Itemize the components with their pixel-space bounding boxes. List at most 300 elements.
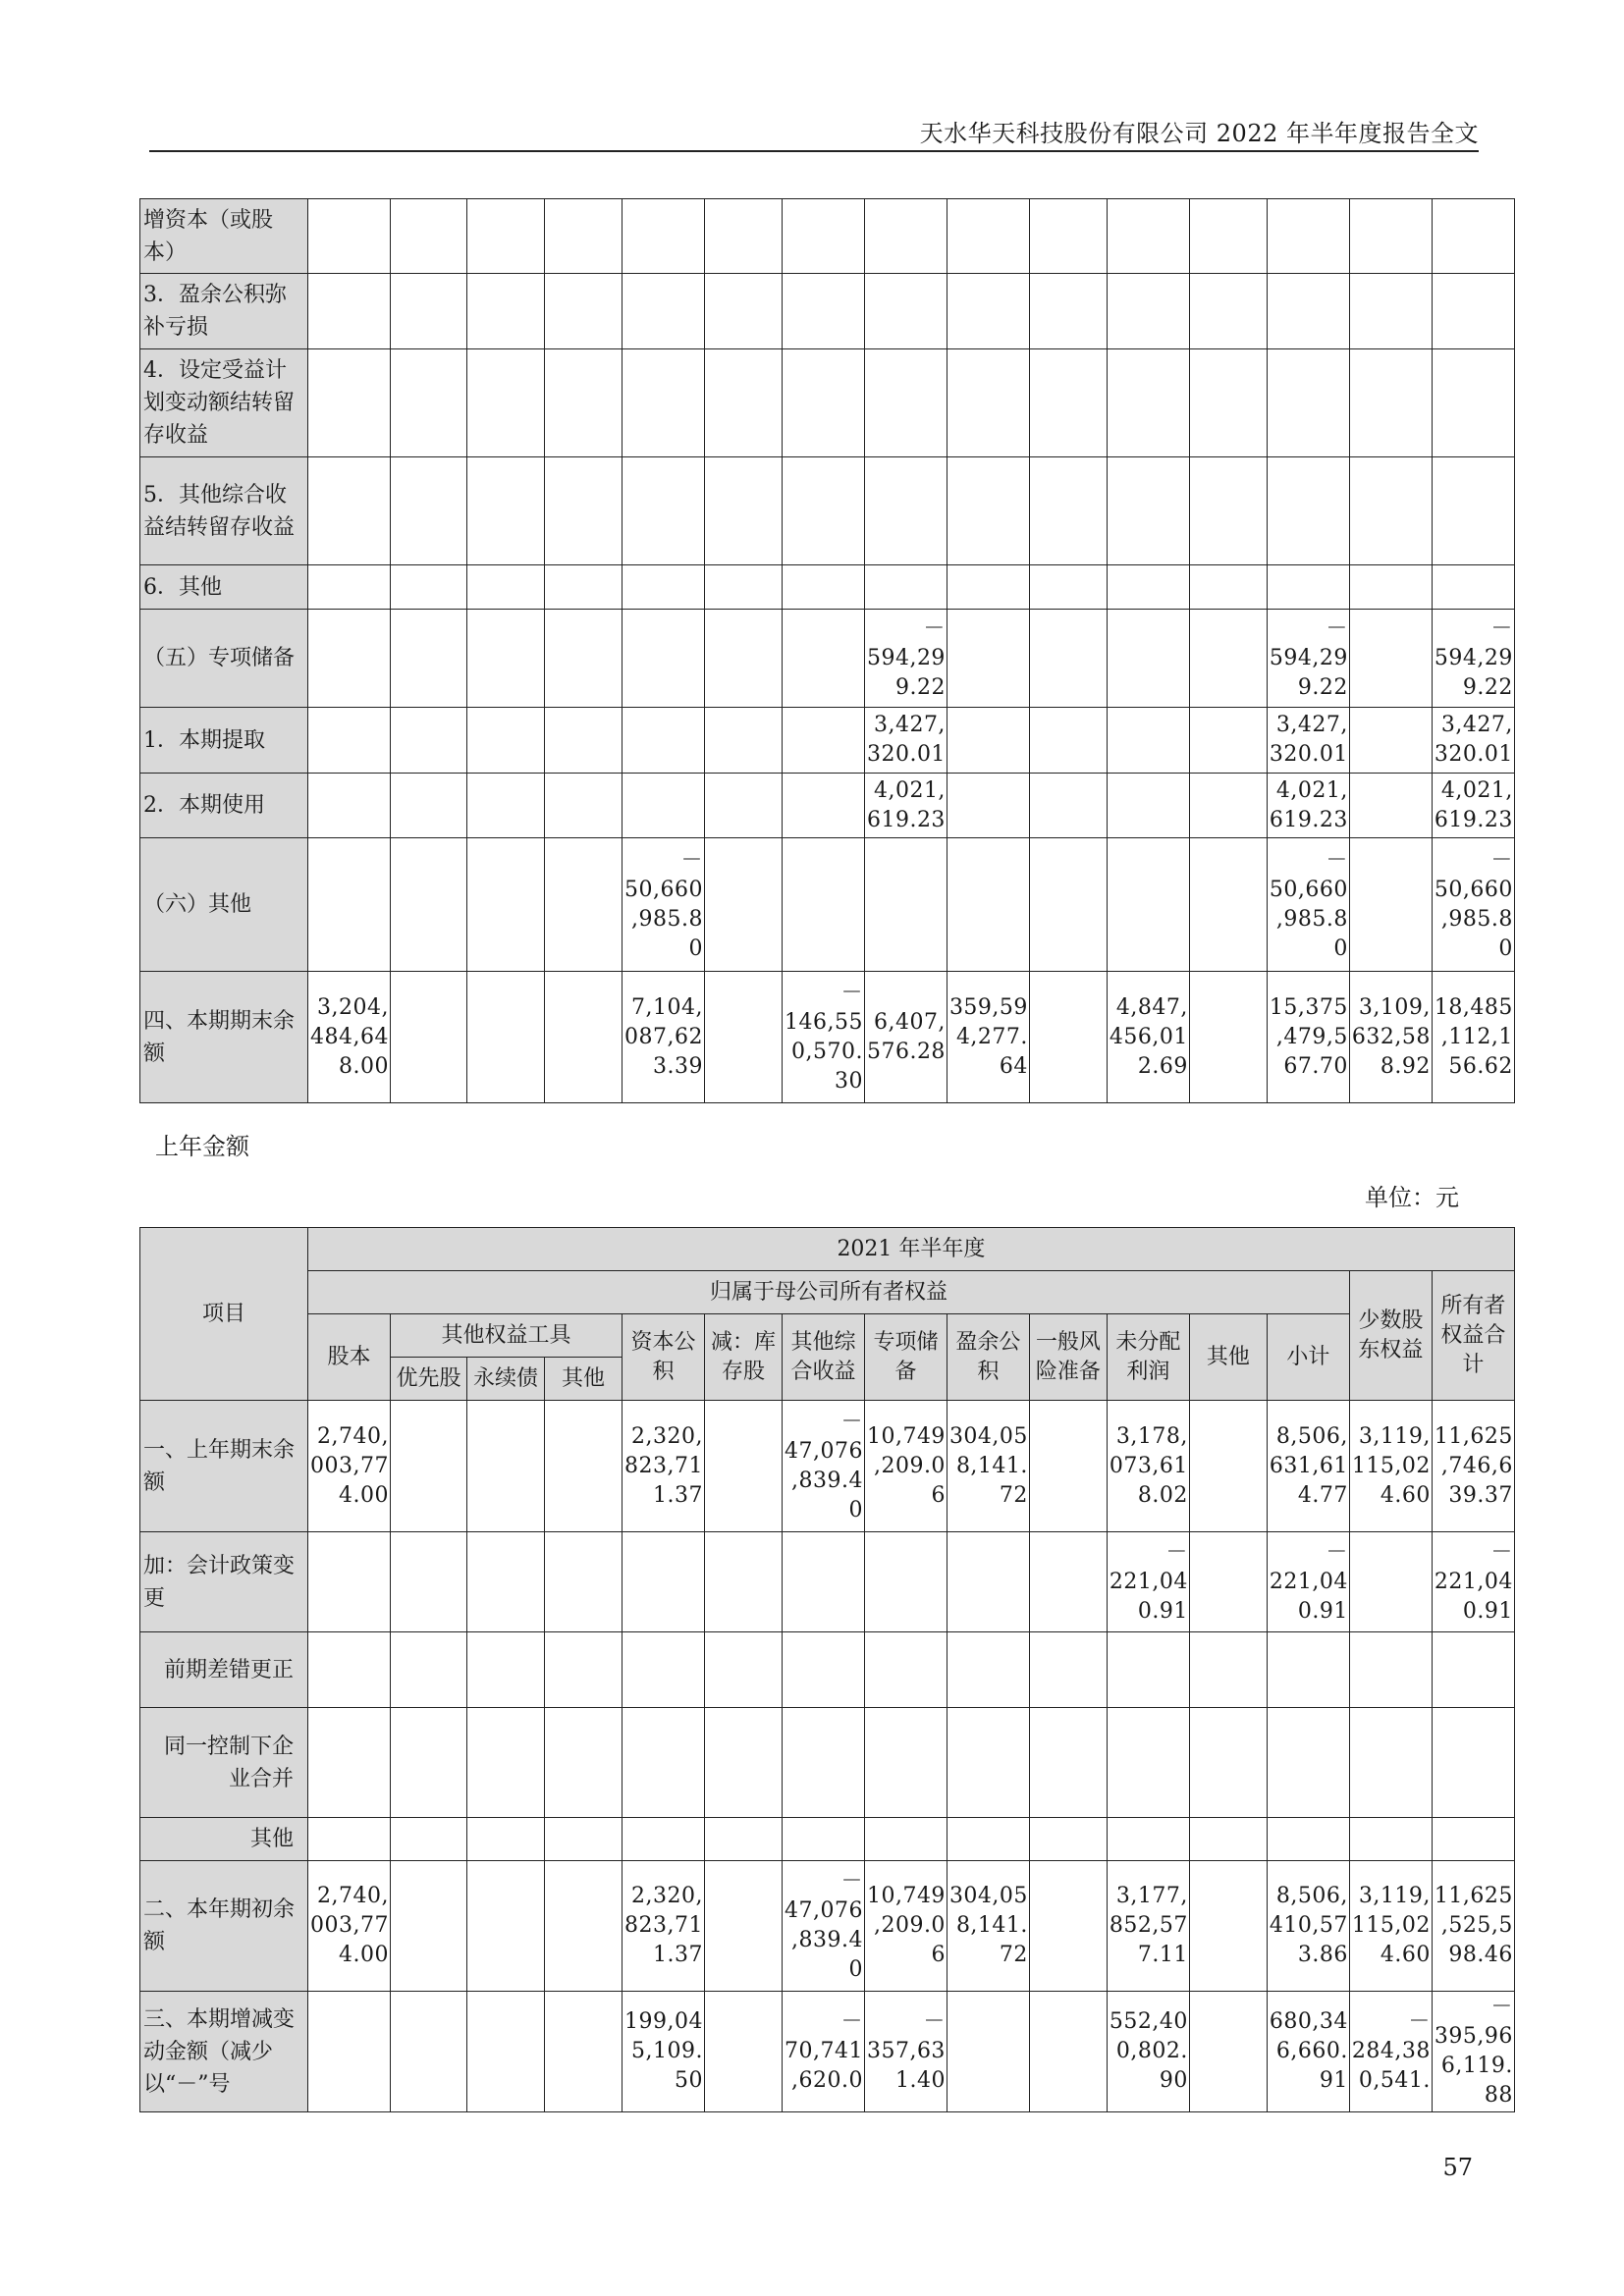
table-cell (1189, 199, 1267, 274)
table-cell (544, 565, 622, 610)
table-cell: 3,177, 852,57 7.11 (1107, 1861, 1189, 1992)
table-row (140, 565, 1515, 610)
table-cell (704, 1818, 782, 1861)
table-cell (622, 565, 704, 610)
table-cell (1349, 1532, 1432, 1632)
table-cell (1267, 274, 1349, 349)
table-cell (308, 349, 391, 457)
table-cell (704, 565, 782, 610)
table-cell: 3,119, 115,02 4.60 (1349, 1401, 1432, 1532)
table-body (140, 1401, 1515, 2112)
table-cell (1189, 349, 1267, 457)
table-cell (1189, 565, 1267, 610)
table-cell (622, 274, 704, 349)
header-oci: 其他综合收益 (782, 1314, 864, 1401)
table-cell (390, 708, 466, 774)
table-row (140, 1401, 1515, 1532)
table-cell (947, 565, 1029, 610)
table-cell (704, 274, 782, 349)
table-cell (1029, 774, 1107, 838)
table-cell (1029, 1861, 1107, 1992)
table-cell (466, 708, 544, 774)
table-cell (1107, 1708, 1189, 1818)
table-cell (1189, 457, 1267, 565)
table-cell: 8,506, 410,57 3.86 (1267, 1861, 1349, 1992)
table-cell (704, 838, 782, 972)
table-cell (1349, 610, 1432, 708)
table-cell: － 284,38 0,541. (1349, 1992, 1432, 2112)
table-cell (947, 274, 1029, 349)
table-cell (544, 972, 622, 1103)
row-label: 加：会计政策变更 (140, 1532, 308, 1632)
table-cell (782, 457, 864, 565)
table-cell: 6,407, 576.28 (864, 972, 947, 1103)
table-cell (544, 708, 622, 774)
table-cell (544, 1708, 622, 1818)
table-cell (466, 1861, 544, 1992)
table-cell: 11,625 ,746,6 39.37 (1432, 1401, 1514, 1532)
table-cell: － 357,63 1.40 (864, 1992, 947, 2112)
table-cell (1029, 457, 1107, 565)
table-cell (390, 1401, 466, 1532)
table-cell (1029, 199, 1107, 274)
table-cell: 3,119, 115,02 4.60 (1349, 1861, 1432, 1992)
table-cell (864, 199, 947, 274)
table-cell (1432, 199, 1514, 274)
table-cell (1189, 838, 1267, 972)
header-other-equity-instruments: 其他权益工具 (390, 1314, 622, 1358)
table-cell (390, 199, 466, 274)
table-cell (947, 708, 1029, 774)
table-cell (782, 774, 864, 838)
table-cell: 3,109, 632,58 8.92 (1349, 972, 1432, 1103)
row-label: 三、本期增减变动金额（减少以“－”号 (140, 1992, 308, 2112)
table-cell (1107, 565, 1189, 610)
table-cell: 359,59 4,277. 64 (947, 972, 1029, 1103)
row-label: 2．本期使用 (140, 774, 308, 838)
table-cell (466, 610, 544, 708)
table-cell: 4,021, 619.23 (864, 774, 947, 838)
table-cell (947, 838, 1029, 972)
header-rule (149, 150, 1479, 152)
header-general-risk: 一般风险准备 (1029, 1314, 1107, 1401)
table-cell (947, 1532, 1029, 1632)
table-cell (544, 1532, 622, 1632)
table-cell (622, 1708, 704, 1818)
header-preferred: 优先股 (390, 1358, 466, 1401)
table-cell (864, 457, 947, 565)
table-cell (1107, 274, 1189, 349)
table-cell (1349, 1818, 1432, 1861)
table-cell (1267, 1818, 1349, 1861)
table-cell (1107, 838, 1189, 972)
header-item: 项目 (140, 1228, 308, 1401)
table-cell (704, 1532, 782, 1632)
table-cell (390, 1818, 466, 1861)
table-cell (544, 1401, 622, 1532)
table-cell (622, 349, 704, 457)
table-cell (1189, 972, 1267, 1103)
table-cell (1107, 610, 1189, 708)
table-cell (1029, 708, 1107, 774)
row-label: 5．其他综合收益结转留存收益 (140, 457, 308, 565)
row-label: 增资本（或股本） (140, 199, 308, 274)
table-row (140, 774, 1515, 838)
table-cell (1432, 1818, 1514, 1861)
table-cell (1189, 774, 1267, 838)
table-cell: 4,021, 619.23 (1432, 774, 1514, 838)
table-cell (704, 1861, 782, 1992)
table-cell (1107, 1632, 1189, 1708)
table-cell (864, 838, 947, 972)
table-cell (704, 1401, 782, 1532)
table-cell (1349, 1708, 1432, 1818)
table-cell (782, 708, 864, 774)
table-cell: － 146,55 0,570. 30 (782, 972, 864, 1103)
table-row (140, 1861, 1515, 1992)
row-label: 四、本期期末余额 (140, 972, 308, 1103)
table-cell (1432, 1632, 1514, 1708)
table-cell (622, 1818, 704, 1861)
table-cell (1267, 1632, 1349, 1708)
table-cell (1107, 457, 1189, 565)
row-label: 6．其他 (140, 565, 308, 610)
table-cell: 10,749 ,209.0 6 (864, 1401, 947, 1532)
table-cell (544, 274, 622, 349)
table-cell (1267, 349, 1349, 457)
table-cell: 11,625 ,525,5 98.46 (1432, 1861, 1514, 1992)
table-cell (1107, 1818, 1189, 1861)
table-cell (782, 610, 864, 708)
table-cell (466, 1401, 544, 1532)
table-cell (466, 774, 544, 838)
page-number: 57 (1442, 2154, 1473, 2181)
unit-label: 单位：元 (1365, 1184, 1459, 1211)
table-cell (864, 349, 947, 457)
table-cell (782, 349, 864, 457)
table-cell (308, 457, 391, 565)
table-cell (947, 610, 1029, 708)
equity-table-prior-year (139, 1227, 1515, 2112)
table-cell (544, 774, 622, 838)
header-subtotal: 小计 (1267, 1314, 1349, 1401)
table-row (140, 1992, 1515, 2112)
table-cell (466, 274, 544, 349)
table-body (140, 199, 1515, 1103)
table-cell (947, 1708, 1029, 1818)
table-cell: － 70,741 ,620.0 (782, 1992, 864, 2112)
table-cell (544, 199, 622, 274)
table-cell (1349, 774, 1432, 838)
table-cell (1107, 708, 1189, 774)
table-cell (544, 610, 622, 708)
table-cell (466, 1708, 544, 1818)
table-cell (1029, 274, 1107, 349)
table-cell (704, 708, 782, 774)
table-row (140, 1708, 1515, 1818)
row-label: 同一控制下企业合并 (140, 1708, 308, 1818)
table-cell (1029, 1632, 1107, 1708)
table-cell: 304,05 8,141. 72 (947, 1861, 1029, 1992)
table-cell (390, 610, 466, 708)
table-cell: 2,320, 823,71 1.37 (622, 1861, 704, 1992)
table-row (140, 708, 1515, 774)
table-cell (1029, 1401, 1107, 1532)
table-cell (947, 457, 1029, 565)
table-cell (466, 457, 544, 565)
table-cell (864, 1532, 947, 1632)
table-cell (1267, 199, 1349, 274)
table-cell (704, 349, 782, 457)
header-treasury-stock: 减：库存股 (704, 1314, 782, 1401)
table-cell (1432, 457, 1514, 565)
table-row (140, 349, 1515, 457)
table-cell (466, 199, 544, 274)
table-cell: 15,375 ,479,5 67.70 (1267, 972, 1349, 1103)
table-cell (1189, 1532, 1267, 1632)
table-cell (390, 972, 466, 1103)
table-cell (1267, 565, 1349, 610)
table-cell: 4,021, 619.23 (1267, 774, 1349, 838)
table-row (140, 1632, 1515, 1708)
table-cell: － 50,660 ,985.8 0 (1267, 838, 1349, 972)
table-cell (390, 457, 466, 565)
table-cell (544, 1861, 622, 1992)
table-cell (308, 1708, 391, 1818)
table-row (140, 1532, 1515, 1632)
section-label-prior-year: 上年金额 (155, 1133, 249, 1160)
row-label: 3．盈余公积弥补亏损 (140, 274, 308, 349)
table-cell (1349, 838, 1432, 972)
table-cell: 8,506, 631,61 4.77 (1267, 1401, 1349, 1532)
table-cell: 304,05 8,141. 72 (947, 1401, 1029, 1532)
table-cell: － 395,96 6,119. 88 (1432, 1992, 1514, 2112)
table-cell (1189, 1861, 1267, 1992)
table-cell (782, 565, 864, 610)
table-cell (544, 1632, 622, 1708)
page-header: 天水华天科技股份有限公司 2022 年半年度报告全文 (919, 120, 1479, 147)
table-cell (864, 274, 947, 349)
table-cell (622, 199, 704, 274)
table-cell (864, 565, 947, 610)
table-cell: － 50,660 ,985.8 0 (1432, 838, 1514, 972)
table-cell (390, 774, 466, 838)
table-cell (1189, 610, 1267, 708)
table-cell (1349, 1632, 1432, 1708)
row-label: 一、上年期末余额 (140, 1401, 308, 1532)
table-cell (782, 1632, 864, 1708)
header-parent-equity: 归属于母公司所有者权益 (308, 1271, 1350, 1314)
table-cell: 10,749 ,209.0 6 (864, 1861, 947, 1992)
table-cell: 199,04 5,109. 50 (622, 1992, 704, 2112)
table-row (140, 457, 1515, 565)
table-cell (466, 1992, 544, 2112)
row-label: 前期差错更正 (140, 1632, 308, 1708)
table-cell (544, 457, 622, 565)
table-cell (390, 1532, 466, 1632)
header-share-capital: 股本 (308, 1314, 391, 1401)
table-cell: － 221,04 0.91 (1107, 1532, 1189, 1632)
table-cell (390, 1861, 466, 1992)
table-cell (1267, 457, 1349, 565)
table-cell (947, 1632, 1029, 1708)
table-cell (466, 1818, 544, 1861)
row-label: 其他 (140, 1818, 308, 1861)
table-cell (466, 565, 544, 610)
table-cell (308, 1818, 391, 1861)
table-cell (704, 972, 782, 1103)
table-cell (1432, 349, 1514, 457)
table-cell (782, 199, 864, 274)
table-cell: 680,34 6,660. 91 (1267, 1992, 1349, 2112)
row-label: 二、本年期初余额 (140, 1861, 308, 1992)
equity-table-current-period (139, 198, 1515, 1103)
table-cell (308, 1532, 391, 1632)
table-cell (622, 1632, 704, 1708)
table-cell (544, 838, 622, 972)
table-cell (1189, 1992, 1267, 2112)
table-cell (1029, 1818, 1107, 1861)
table-cell (864, 1632, 947, 1708)
table-cell (864, 1818, 947, 1861)
table-cell (544, 1818, 622, 1861)
table-cell (466, 972, 544, 1103)
table-cell: 2,320, 823,71 1.37 (622, 1401, 704, 1532)
header-other: 其他 (1189, 1314, 1267, 1401)
table-cell (704, 610, 782, 708)
table-cell (1189, 1818, 1267, 1861)
header-total: 所有者权益合计 (1432, 1271, 1514, 1401)
table-cell (1029, 838, 1107, 972)
table-cell (622, 774, 704, 838)
table-cell (1029, 972, 1107, 1103)
table-cell (466, 1632, 544, 1708)
table-row (140, 610, 1515, 708)
table-cell (947, 199, 1029, 274)
table-cell: 7,104, 087,62 3.39 (622, 972, 704, 1103)
row-label: （六）其他 (140, 838, 308, 972)
table-cell (1267, 1708, 1349, 1818)
header-minority: 少数股东权益 (1349, 1271, 1432, 1401)
table-cell: 3,204, 484,64 8.00 (308, 972, 391, 1103)
table-cell: － 594,29 9.22 (1432, 610, 1514, 708)
table-cell: － 47,076 ,839.4 0 (782, 1401, 864, 1532)
table-cell: 3,427, 320.01 (1432, 708, 1514, 774)
table-cell (622, 457, 704, 565)
row-label: （五）专项储备 (140, 610, 308, 708)
table-cell (308, 708, 391, 774)
table-cell: － 221,04 0.91 (1267, 1532, 1349, 1632)
table-cell (1349, 565, 1432, 610)
table-cell (544, 1992, 622, 2112)
table-cell (390, 1992, 466, 2112)
table-cell (704, 774, 782, 838)
table-cell: 4,847, 456,01 2.69 (1107, 972, 1189, 1103)
table-cell (704, 457, 782, 565)
table-cell (1189, 1632, 1267, 1708)
table-cell (1029, 610, 1107, 708)
table-cell (1029, 1992, 1107, 2112)
header-undistributed: 未分配利润 (1107, 1314, 1189, 1401)
table-cell (1029, 565, 1107, 610)
table-cell (782, 838, 864, 972)
table-cell (466, 349, 544, 457)
table-cell (1432, 274, 1514, 349)
header-perpetual: 永续债 (466, 1358, 544, 1401)
row-label: 4．设定受益计划变动额结转留存收益 (140, 349, 308, 457)
table-cell (622, 610, 704, 708)
table-cell (308, 565, 391, 610)
table-cell (1349, 708, 1432, 774)
table-row (140, 838, 1515, 972)
table-cell (308, 1992, 391, 2112)
table-header (140, 1228, 1515, 1401)
table-cell (1349, 199, 1432, 274)
table-cell (1107, 349, 1189, 457)
table-cell: － 594,29 9.22 (1267, 610, 1349, 708)
table-row (140, 199, 1515, 274)
table-cell (947, 1818, 1029, 1861)
table-cell (947, 349, 1029, 457)
header-surplus-reserve: 盈余公积 (947, 1314, 1029, 1401)
table-cell (1189, 1401, 1267, 1532)
table-cell (390, 349, 466, 457)
table-cell (390, 565, 466, 610)
table-cell (1189, 274, 1267, 349)
header-period: 2021 年半年度 (308, 1228, 1515, 1271)
table-cell: 2,740, 003,77 4.00 (308, 1861, 391, 1992)
table-cell (390, 1632, 466, 1708)
table-cell (704, 1992, 782, 2112)
table-cell (1349, 349, 1432, 457)
table-cell (782, 1818, 864, 1861)
table-cell (390, 274, 466, 349)
table-cell (947, 1992, 1029, 2112)
table-cell (466, 1532, 544, 1632)
table-cell (782, 1708, 864, 1818)
table-cell (704, 199, 782, 274)
table-cell (1432, 565, 1514, 610)
table-cell: 18,485 ,112,1 56.62 (1432, 972, 1514, 1103)
table-cell: 3,427, 320.01 (864, 708, 947, 774)
table-cell (1349, 457, 1432, 565)
table-cell (308, 274, 391, 349)
table-cell: － 47,076 ,839.4 0 (782, 1861, 864, 1992)
table-cell (1029, 1708, 1107, 1818)
table-cell (1189, 1708, 1267, 1818)
table-cell (390, 1708, 466, 1818)
table-cell (1029, 1532, 1107, 1632)
table-cell: 3,178, 073,61 8.02 (1107, 1401, 1189, 1532)
header-special-reserve: 专项储备 (864, 1314, 947, 1401)
table-row (140, 1818, 1515, 1861)
table-cell (1029, 349, 1107, 457)
table-cell (1107, 774, 1189, 838)
table-cell (390, 838, 466, 972)
table-row (140, 972, 1515, 1103)
header-other-instrument: 其他 (544, 1358, 622, 1401)
table-cell (308, 838, 391, 972)
table-cell (782, 274, 864, 349)
table-row (140, 274, 1515, 349)
table-cell (622, 708, 704, 774)
table-cell (1189, 708, 1267, 774)
table-cell: 2,740, 003,77 4.00 (308, 1401, 391, 1532)
table-cell (308, 774, 391, 838)
table-cell (1107, 199, 1189, 274)
table-cell (782, 1532, 864, 1632)
table-cell (308, 199, 391, 274)
